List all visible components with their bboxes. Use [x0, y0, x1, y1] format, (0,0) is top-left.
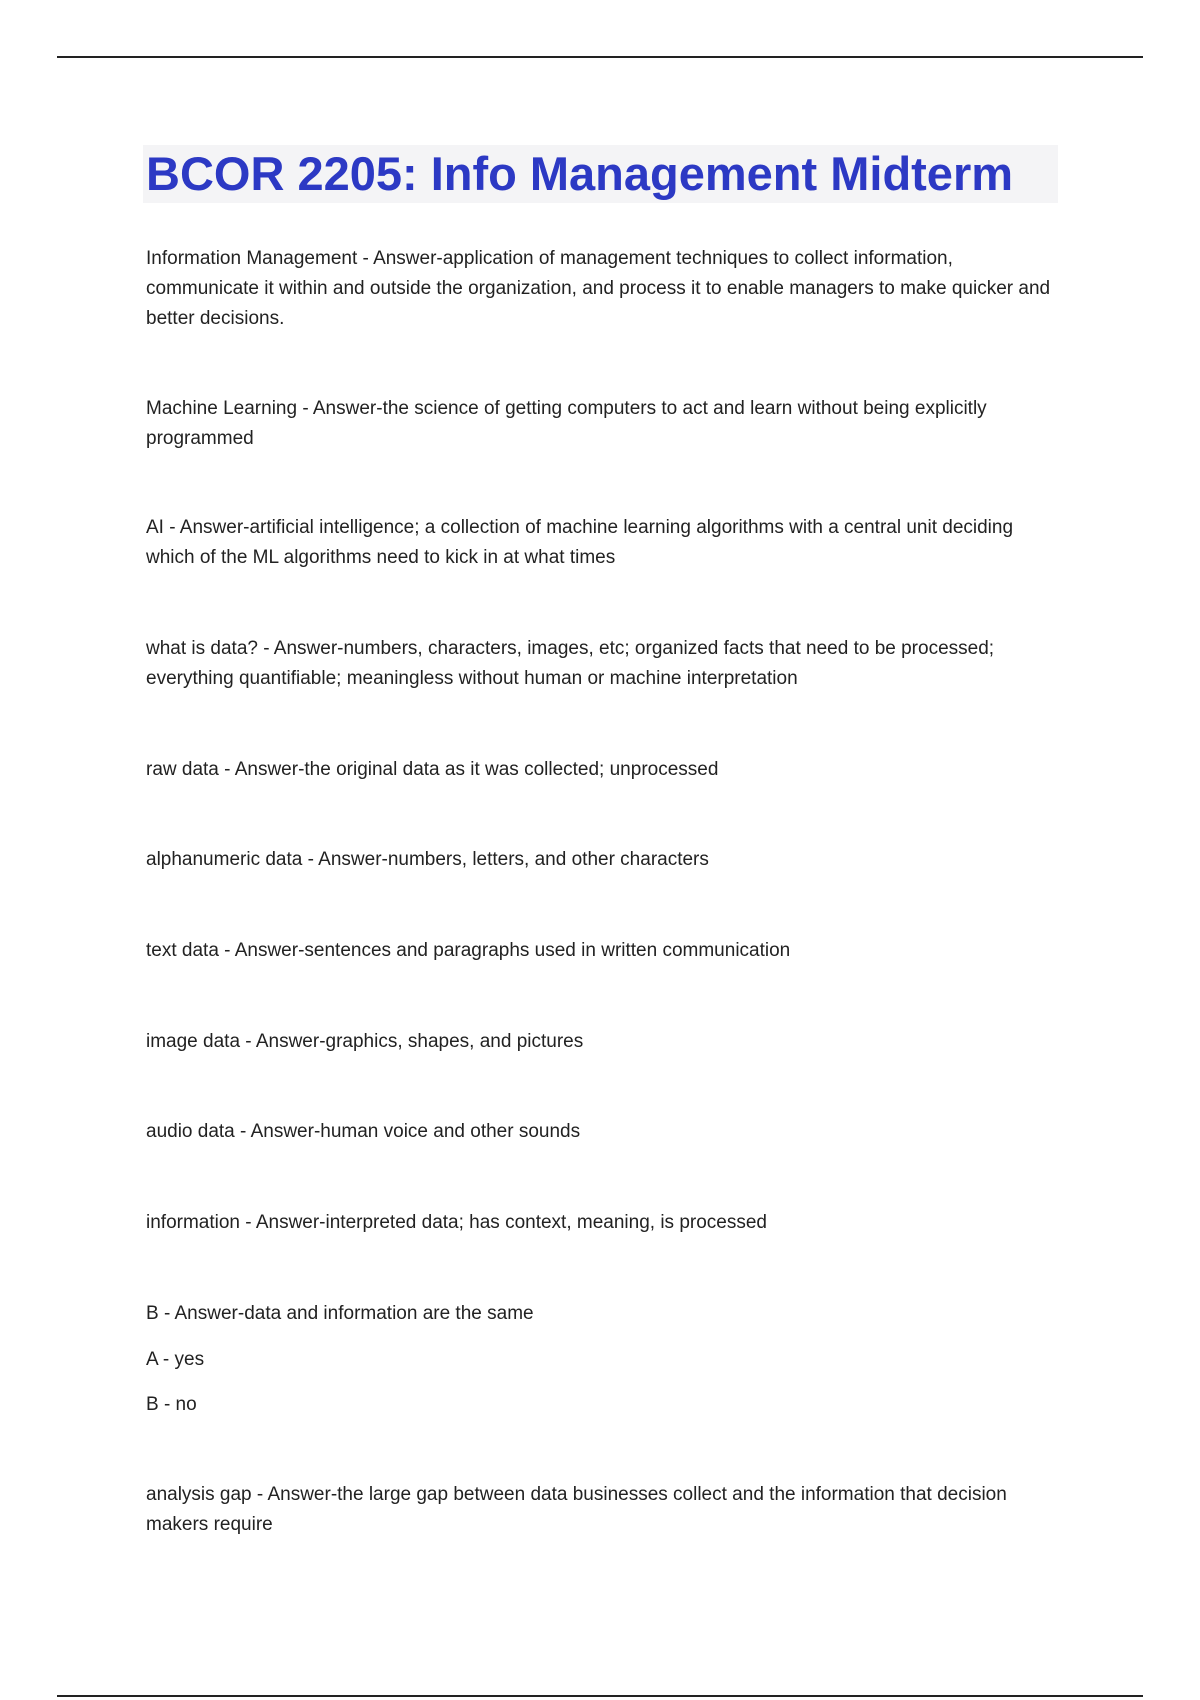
entry-text-data: text data - Answer-sentences and paragraphs used in written communication — [146, 940, 791, 961]
entry-machine-learning: Machine Learning - Answer-the science of getting computers to act and learn without being explicitly programmed — [146, 398, 987, 449]
entry-analysis-gap: analysis gap - Answer-the large gap between data businesses collect and the information that decision makers require — [146, 1484, 1007, 1535]
entry-question-b: B - Answer-data and information are the same — [146, 1303, 534, 1324]
header-rule — [57, 56, 1143, 58]
entry-what-is-data: what is data? - Answer-numbers, characters, images, etc; organized facts that need to be processed; everything quantifiable; meaningless without human or machine interpretation — [146, 638, 995, 689]
entry-information-management: Information Management - Answer-application of management techniques to collect information, communicate it within and outside the organization, and process it to enable managers to make quicker and better decisions. — [146, 248, 1051, 329]
entry-raw-data: raw data - Answer-the original data as it was collected; unprocessed — [146, 759, 719, 780]
footer-rule — [57, 1695, 1143, 1697]
entry-alphanumeric-data: alphanumeric data - Answer-numbers, letters, and other characters — [146, 849, 709, 870]
entry-option-a: A - yes — [146, 1349, 205, 1370]
entry-image-data: image data - Answer-graphics, shapes, and pictures — [146, 1031, 584, 1052]
entry-information: information - Answer-interpreted data; has context, meaning, is processed — [146, 1212, 767, 1233]
entry-audio-data: audio data - Answer-human voice and other sounds — [146, 1121, 581, 1142]
entry-ai: AI - Answer-artificial intelligence; a collection of machine learning algorithms with a central unit deciding which of the ML algorithms need to kick in at what times — [146, 517, 1014, 568]
document-title: BCOR 2205: Info Management Midterm — [146, 147, 1014, 200]
entry-option-b: B - no — [146, 1394, 197, 1415]
